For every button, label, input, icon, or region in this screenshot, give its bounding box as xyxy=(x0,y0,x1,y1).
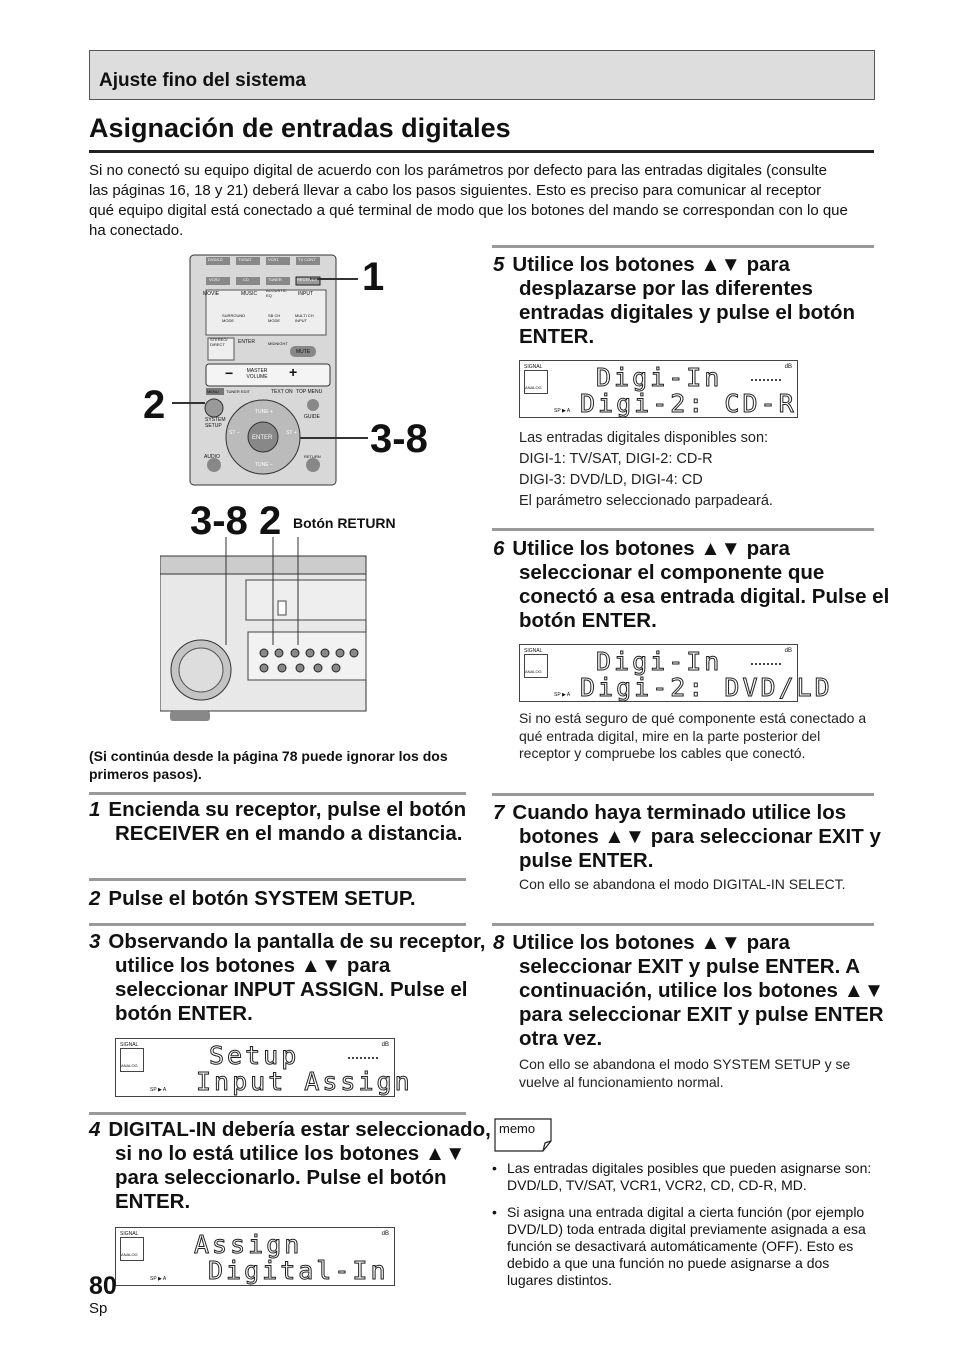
display-step5 xyxy=(519,360,798,418)
display-step6 xyxy=(519,644,833,702)
step5-note-line: DIGI-3: DVD/LD, DIGI-4: CD xyxy=(519,472,703,488)
front-callout-2: 2 xyxy=(259,499,282,543)
step-number: 8 xyxy=(493,931,505,954)
volume-down-icon: − xyxy=(225,365,234,381)
remote-label-tune-down: TUNE – xyxy=(255,462,273,468)
step-divider xyxy=(492,793,874,796)
step-divider xyxy=(89,1112,466,1115)
lcd-line-1: Digi-In xyxy=(596,363,723,392)
step-text: Utilice los botones ▲▼ para desplazarse por las diferentes entradas digitales y pulse el botón ENTER. xyxy=(512,253,856,348)
step-number: 6 xyxy=(493,537,505,560)
vcr2-button[interactable]: VCR2 xyxy=(209,277,220,282)
memo-bullet: • Las entradas digitales posibles que pueden asignarse son: DVD/LD, TV/SAT, VCR1, VCR2, CD, CD-R, MD. xyxy=(490,1160,875,1194)
mute-button[interactable]: MUTE xyxy=(296,349,311,355)
step-8 xyxy=(493,931,899,1051)
step8-note: Con ello se abandona el modo SYSTEM SETUP y se vuelve al funcionamiento normal. xyxy=(519,1056,851,1090)
remote-label-st-plus: ST + xyxy=(286,430,297,436)
lcd-line-2: Digital-In xyxy=(208,1256,389,1285)
page-number: 80 xyxy=(89,1272,117,1300)
page-title: Asignación de entradas digitales xyxy=(89,113,511,143)
lcd-line-1: Digi-In xyxy=(596,647,723,676)
remote-label-return: RETURN xyxy=(304,454,321,459)
lcd-signal-box xyxy=(524,370,548,394)
tuner-button[interactable]: TUNER xyxy=(268,277,282,282)
remote-label-menu: MENU xyxy=(207,389,219,394)
step-text: Encienda su receptor, pulse el botón RECEIVER en el mando a distancia. xyxy=(108,798,467,845)
lcd-signal-label: SIGNAL xyxy=(120,1231,139,1237)
step-text: Utilice los botones ▲▼ para seleccionar EXIT y pulse ENTER. A continuación, utilice los botones ▲▼ para seleccionar EXIT y pulse ENTER otra vez. xyxy=(512,931,885,1050)
step-number: 5 xyxy=(493,253,505,276)
remote-label-multich: MULTI CH INPUT xyxy=(295,313,314,323)
remote-label-tuner-edit: TUNER EDIT xyxy=(226,389,250,394)
step-text: Cuando haya terminado utilice los botones ▲▼ para seleccionar EXIT y pulse ENTER. xyxy=(512,801,881,872)
lcd-level-dots xyxy=(751,663,781,665)
display-step3 xyxy=(115,1038,413,1097)
step-divider xyxy=(89,923,466,926)
callout-3-8: 3-8 xyxy=(370,417,428,461)
lcd-speaker-label: SP ▶ A xyxy=(554,692,571,698)
lcd-db-label: dB xyxy=(381,1231,389,1237)
step-divider xyxy=(89,792,466,795)
step-text: Utilice los botones ▲▼ para seleccionar el componente que conectó a esa entrada digital. Pulse el botón ENTER. xyxy=(512,537,890,632)
lcd-db-label: dB xyxy=(381,1042,389,1048)
remote-label-text-on: TEXT ON xyxy=(271,389,293,395)
remote-label-stereo: STEREO/ DIRECT xyxy=(210,337,228,347)
remote-label-input: INPUT xyxy=(298,291,313,297)
lcd-analog-label: ANALOG xyxy=(525,669,542,674)
step-text: DIGITAL-IN debería estar seleccionado, si no lo está utilice los botones ▲▼ para seleccionarlo. Pulse el botón ENTER. xyxy=(108,1118,491,1213)
lcd-line-1: Assign xyxy=(194,1230,303,1259)
step-2 xyxy=(89,887,495,911)
receiver-button[interactable]: RECEIVER xyxy=(297,277,318,282)
callout-2: 2 xyxy=(143,383,166,427)
remote-label-tune-up: TUNE + xyxy=(255,409,273,415)
lcd-signal-label: SIGNAL xyxy=(524,648,543,654)
step-divider xyxy=(492,528,874,531)
step-text: Pulse el botón SYSTEM SETUP. xyxy=(108,887,416,910)
step-3 xyxy=(89,930,495,1026)
remote-label-surround: SURROUND MODE xyxy=(222,313,246,323)
remote-label-enter-small: ENTER xyxy=(238,339,255,345)
remote-label-st-minus: ST – xyxy=(229,430,240,436)
lcd-analog-label: ANALOG xyxy=(121,1252,138,1257)
master-volume-button[interactable]: MASTER VOLUME xyxy=(246,368,268,380)
step5-note-line: Las entradas digitales disponibles son: xyxy=(519,430,769,446)
cd-button[interactable]: CD xyxy=(243,277,249,282)
front-callout-3-8: 3-8 xyxy=(190,499,248,543)
step-divider xyxy=(492,245,874,248)
page-language: Sp xyxy=(89,1300,108,1317)
remote-label-audio: AUDIO xyxy=(204,454,220,460)
lcd-signal-label: SIGNAL xyxy=(524,364,543,370)
title-divider xyxy=(89,150,874,153)
volume-up-icon: + xyxy=(289,364,298,380)
remote-label-music: MUSIC xyxy=(241,291,258,297)
step-1 xyxy=(89,798,495,846)
lcd-speaker-label: SP ▶ A xyxy=(554,408,571,414)
lcd-analog-label: ANALOG xyxy=(525,385,542,390)
lcd-analog-label: ANALOG xyxy=(121,1063,138,1068)
step-number: 2 xyxy=(89,887,101,910)
continue-note: (Si continúa desde la página 78 puede ignorar los dos primeros pasos). xyxy=(89,748,448,782)
step7-note: Con ello se abandona el modo DIGITAL-IN SELECT. xyxy=(519,876,846,892)
step-5 xyxy=(493,253,899,349)
remote-label-acoustic-eq: ACOUSTIC EQ xyxy=(266,288,287,298)
lcd-level-dots xyxy=(348,1057,378,1059)
step-divider xyxy=(89,878,466,881)
system-setup-button[interactable]: SYSTEM SETUP xyxy=(205,417,226,429)
section-header: Ajuste fino del sistema xyxy=(99,70,306,91)
step-6 xyxy=(493,537,899,633)
lcd-line-2: Input Assign xyxy=(196,1067,413,1096)
step-number: 4 xyxy=(89,1118,101,1141)
vcr1-button[interactable]: VCR1 xyxy=(268,257,279,262)
return-button-label: Botón RETURN xyxy=(293,515,396,531)
lcd-db-label: dB xyxy=(784,364,792,370)
remote-label-midnight: MIDNIGHT xyxy=(268,341,288,346)
memo-label: memo xyxy=(499,1121,536,1136)
lcd-signal-box xyxy=(524,654,548,678)
memo-bullets xyxy=(490,1160,875,1299)
lcd-speaker-label: SP ▶ A xyxy=(150,1276,167,1282)
step-number: 3 xyxy=(89,930,101,953)
remote-label-sbch: SB CH MODE xyxy=(268,313,281,323)
remote-label-top-menu: TOP MENU xyxy=(296,389,323,395)
lcd-line-2: Digi-2: DVD/LD xyxy=(580,673,833,702)
lcd-speaker-label: SP ▶ A xyxy=(150,1087,167,1093)
step5-note-line: El parámetro seleccionado parpadeará. xyxy=(519,493,773,509)
lcd-line-1: Setup xyxy=(209,1041,300,1070)
lcd-line-2: Digi-2: CD-R xyxy=(580,389,797,418)
remote-label-guide: GUIDE xyxy=(304,414,320,420)
step-4 xyxy=(89,1118,495,1214)
receiver-front-panel-illustration xyxy=(160,535,370,725)
tv-sat-button[interactable]: TV/SAT xyxy=(238,257,252,262)
step-7 xyxy=(493,801,899,873)
lcd-db-label: dB xyxy=(784,648,792,654)
tv-cont-button[interactable]: TV CONT xyxy=(298,257,316,262)
step5-note xyxy=(519,428,859,512)
step5-note-line: DIGI-1: TV/SAT, DIGI-2: CD-R xyxy=(519,451,713,467)
display-step4 xyxy=(115,1227,395,1286)
step-number: 7 xyxy=(493,801,505,824)
step-divider xyxy=(492,923,874,926)
memo-bullet: • Si asigna una entrada digital a cierta función (por ejemplo DVD/LD) toda entrada digital previamente asignada a esa función se desactivará automáticamente (OFF). Esto es debido a que una función no puede asignarse a dos lugares distintos. xyxy=(490,1204,875,1289)
lcd-level-dots xyxy=(751,379,781,381)
dvd-ld-button[interactable]: DVD/LD xyxy=(208,257,223,262)
remote-label-movie: MOVIE xyxy=(203,291,220,297)
step6-note: Si no está seguro de qué componente está conectado a qué entrada digital, mire en la parte posterior del receptor y compruebe los cables que conectó. xyxy=(519,710,867,761)
step-text: Observando la pantalla de su receptor, utilice los botones ▲▼ para seleccionar INPUT ASSIGN. Pulse el botón ENTER. xyxy=(108,930,486,1025)
intro-paragraph: Si no conectó su equipo digital de acuerdo con los parámetros por defecto para las entradas digitales (consulte las páginas 16, 18 y 21) deberá llevar a cabo los pasos siguientes. Esto es preciso para comunicar al receptor qué equipo digital está conectado a qué terminal de modo que los botones del mando se correspondan con lo que ha conectado. xyxy=(89,162,848,239)
step-number: 1 xyxy=(89,798,101,821)
enter-button[interactable]: ENTER xyxy=(252,435,273,441)
lcd-signal-box xyxy=(120,1048,144,1072)
callout-1: 1 xyxy=(362,255,385,299)
lcd-signal-label: SIGNAL xyxy=(120,1042,139,1048)
lcd-signal-box xyxy=(120,1237,144,1261)
